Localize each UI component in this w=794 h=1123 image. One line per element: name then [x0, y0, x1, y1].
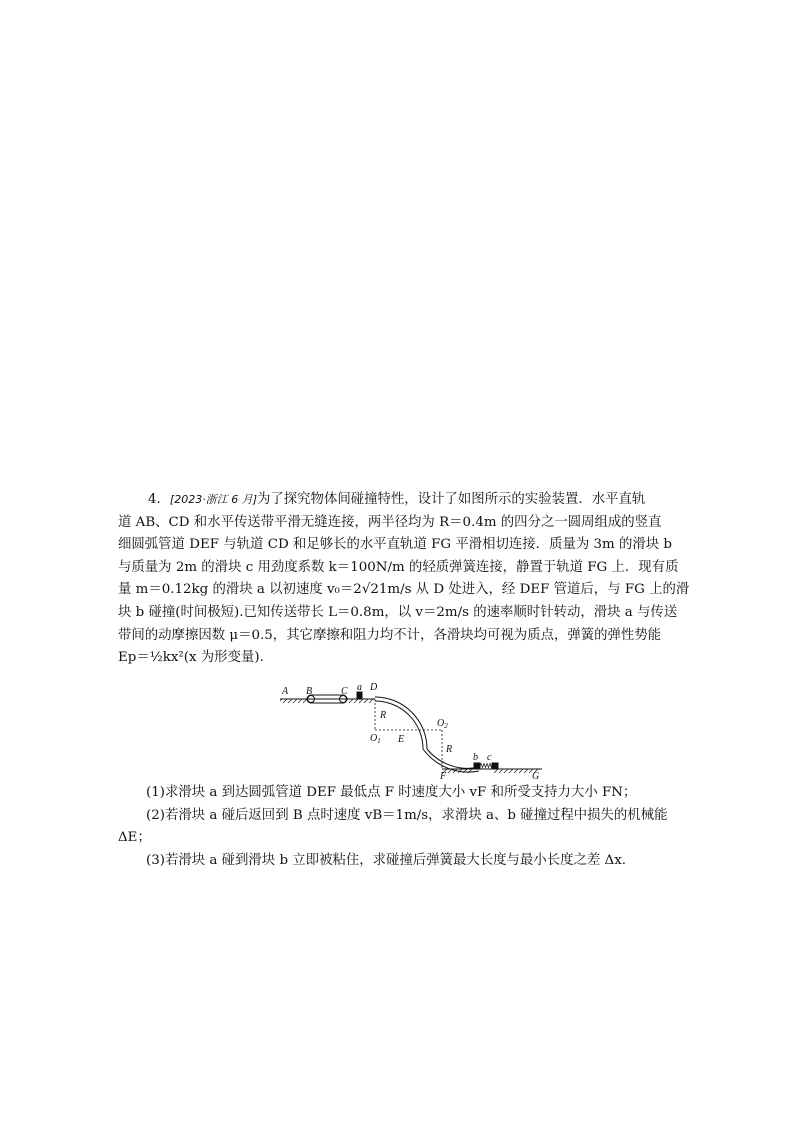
spring: [480, 764, 493, 768]
label-r2: R: [446, 744, 453, 755]
problem-line-1: [118, 489, 678, 512]
problem-line-6: 块 b 碰撞(时间极短).已知传送带长 L＝0.8m，以 v＝2m/s 的速率顺时针转动，滑块 a 与传送: [118, 604, 678, 620]
slider-c: [492, 763, 498, 768]
pipe-def-inner: [375, 701, 479, 772]
question-1: (1)求滑块 a 到达圆弧管道 DEF 最低点 F 时速度大小 vF 和所受支持力大小 FN；: [146, 785, 637, 800]
problem-line-2: 道 AB、CD 和水平传送带平滑无缝连接，两半径均为 R＝0.4m 的四分之一圆周组成的竖直: [118, 514, 662, 530]
label-slider-a: a: [357, 682, 362, 693]
questions: [118, 782, 678, 872]
problem-number: 4．: [148, 492, 170, 507]
label-o2: $O_2$: [437, 718, 448, 730]
label-c-point: C: [341, 686, 348, 697]
label-slider-b: b: [473, 752, 478, 763]
problem-line-7: 带间的动摩擦因数 μ＝0.5，其它摩擦和阻力均不计，各滑块均可视为质点，弹簧的弹性势能: [118, 627, 662, 643]
label-d-point: D: [370, 682, 378, 693]
problem-statement: [118, 489, 690, 670]
label-b-point: B: [306, 686, 313, 697]
problem-line-8: Ep＝½kx²(x 为形变量).: [118, 650, 264, 666]
label-e-point: E: [398, 734, 405, 745]
label-slider-c: c: [487, 752, 492, 763]
problem-line-3: 细圆弧管道 DEF 与轨道 CD 和足够长的水平直轨道 FG 平滑相切连接．质量为 3m 的滑块 b: [118, 537, 672, 553]
label-o1: $O_1$: [370, 733, 381, 745]
question-3: (3)若滑块 a 碰到滑块 b 立即被粘住，求碰撞后弹簧最大长度与最小长度之差 Δx.: [146, 852, 627, 868]
problem-source: [2023·浙江 6 月]: [169, 493, 257, 506]
pipe-def-outer: [375, 697, 479, 768]
track-ad-hatch: [280, 699, 373, 703]
apparatus-figure: [280, 680, 545, 780]
problem-line-5: 量 m＝0.12kg 的滑块 a 以初速度 v₀＝2√21m/s 从 D 处进入，经 DEF 管道后，与 FG 上的滑: [118, 582, 690, 598]
question-2-cont: ΔE；: [118, 830, 151, 846]
slider-b: [474, 763, 480, 768]
question-2: (2)若滑块 a 碰后返回到 B 点时速度 vB＝1m/s，求滑块 a、b 碰撞过程中损失的机械能: [146, 807, 668, 823]
label-f-point: F: [440, 771, 447, 780]
label-r1: R: [380, 710, 387, 721]
problem-line-4: 与质量为 2m 的滑块 c 用劲度系数 k＝100N/m 的轻质弹簧连接，静置于轨道 FG 上．现有质: [118, 559, 679, 575]
label-g-point: G: [532, 771, 540, 780]
label-a-point: A: [282, 686, 289, 697]
problem-text-1: 为了探究物体间碰撞特性，设计了如图所示的实验装置．水平直轨: [257, 492, 646, 507]
